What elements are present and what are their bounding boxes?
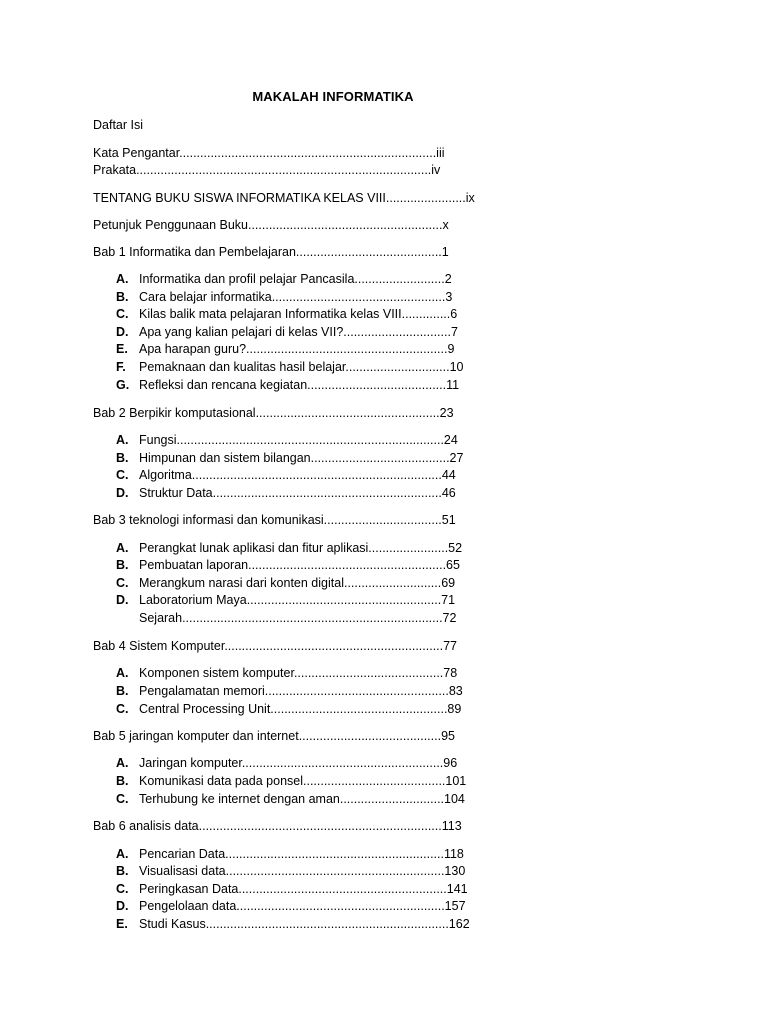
item-letter: G. — [116, 378, 130, 392]
item-letter: D. — [116, 325, 129, 339]
item-text: Pembuatan laporan.........................................................65 — [139, 558, 460, 572]
item-text: Central Processing Unit...................................................89 — [139, 702, 462, 716]
toc-item — [116, 557, 460, 573]
item-letter: D. — [116, 899, 129, 913]
toc-item — [116, 755, 457, 771]
item-letter: C. — [116, 576, 129, 590]
item-letter: A. — [116, 433, 129, 447]
toc-item — [116, 881, 468, 897]
item-text: Apa yang kalian pelajari di kelas VII?...............................7 — [139, 325, 458, 339]
item-text: Pengelolaan data............................................................157 — [139, 899, 466, 913]
chapter-heading-bab-1: Bab 1 Informatika dan Pembelajaran..........................................1 — [93, 245, 449, 259]
item-letter: B. — [116, 774, 129, 788]
toc-entry-petunjuk: Petunjuk Penggunaan Buku........................................................x — [93, 218, 449, 232]
item-text: Pencarian Data...............................................................118 — [139, 847, 464, 861]
toc-item — [116, 467, 456, 483]
toc-entry-tentang-buku: TENTANG BUKU SISWA INFORMATIKA KELAS VIII.......................ix — [93, 191, 475, 205]
item-letter: A. — [116, 666, 129, 680]
toc-item — [116, 359, 463, 375]
item-letter: B. — [116, 290, 129, 304]
item-text: Peringkasan Data............................................................141 — [139, 882, 468, 896]
item-text: Merangkum narasi dari konten digital............................69 — [139, 576, 456, 590]
item-letter: D. — [116, 593, 129, 607]
item-text: Terhubung ke internet dengan aman..............................104 — [139, 792, 465, 806]
toc-item — [116, 324, 458, 340]
toc-item — [116, 377, 459, 393]
item-text: Cara belajar informatika..................................................3 — [139, 290, 453, 304]
toc-item — [116, 432, 458, 448]
item-text: Perangkat lunak aplikasi dan fitur aplikasi.......................52 — [139, 541, 463, 555]
item-letter: E. — [116, 917, 128, 931]
toc-entry-prakata: Prakata.....................................................................................iv — [93, 163, 441, 177]
item-text: Pemaknaan dan kualitas hasil belajar..............................10 — [139, 360, 464, 374]
item-text: Studi Kasus......................................................................162 — [139, 917, 470, 931]
item-letter: C. — [116, 702, 129, 716]
page-title: MAKALAH INFORMATIKA — [252, 89, 414, 104]
item-letter: F. — [116, 360, 126, 374]
item-text: Refleksi dan rencana kegiatan........................................11 — [139, 378, 460, 392]
item-text: Komunikasi data pada ponsel.........................................101 — [139, 774, 467, 788]
chapter-heading-bab-5: Bab 5 jaringan komputer dan internet.........................................95 — [93, 729, 455, 743]
toc-item — [116, 540, 462, 556]
toc-item — [116, 289, 452, 305]
item-letter: B. — [116, 558, 129, 572]
toc-item — [116, 341, 454, 357]
item-letter: C. — [116, 882, 129, 896]
toc-item — [116, 665, 457, 681]
toc-item — [116, 271, 452, 287]
chapter-heading-bab-4: Bab 4 Sistem Komputer...............................................................77 — [93, 639, 458, 653]
item-letter: B. — [116, 684, 129, 698]
item-text: Pengalamatan memori.....................................................83 — [139, 684, 463, 698]
toc-item — [116, 683, 463, 699]
toc-item — [116, 701, 461, 717]
item-text: Kilas balik mata pelajaran Informatika kelas VIII..............6 — [139, 307, 458, 321]
toc-item — [116, 575, 455, 591]
item-letter: C. — [116, 307, 129, 321]
item-letter: A. — [116, 847, 129, 861]
item-letter: A. — [116, 541, 129, 555]
chapter-heading-bab-3: Bab 3 teknologi informasi dan komunikasi..................................51 — [93, 513, 456, 527]
item-letter: D. — [116, 486, 129, 500]
toc-entry-kata-pengantar: Kata Pengantar..........................................................................iii — [93, 146, 445, 160]
item-text: Informatika dan profil pelajar Pancasila..........................2 — [139, 272, 452, 286]
item-text: Visualisasi data...............................................................130 — [139, 864, 466, 878]
item-letter: A. — [116, 756, 129, 770]
item-text: Fungsi.............................................................................24 — [139, 433, 458, 447]
item-text: Himpunan dan sistem bilangan........................................27 — [139, 451, 464, 465]
toc-item — [116, 592, 455, 608]
item-letter: E. — [116, 342, 128, 356]
chapter-heading-bab-6: Bab 6 analisis data......................................................................113 — [93, 819, 462, 833]
item-text: Laboratorium Maya........................................................71 — [139, 593, 456, 607]
item-letter: B. — [116, 864, 129, 878]
item-letter: A. — [116, 272, 129, 286]
toc-item — [116, 863, 465, 879]
item-text: Sejarah...........................................................................72 — [139, 611, 457, 625]
item-letter: C. — [116, 468, 129, 482]
item-letter: C. — [116, 792, 129, 806]
item-text: Jaringan komputer..........................................................96 — [139, 756, 458, 770]
toc-item — [116, 773, 466, 789]
item-text: Komponen sistem komputer...........................................78 — [139, 666, 458, 680]
toc-item — [116, 846, 464, 862]
toc-item — [116, 916, 470, 932]
item-text: Algoritma........................................................................44 — [139, 468, 456, 482]
toc-item — [116, 898, 466, 914]
toc-item — [116, 485, 456, 501]
item-text: Struktur Data..................................................................46 — [139, 486, 456, 500]
toc-item — [116, 306, 457, 322]
chapter-heading-bab-2: Bab 2 Berpikir komputasional.....................................................23 — [93, 406, 454, 420]
toc-heading: Daftar Isi — [93, 118, 144, 132]
toc-item — [116, 791, 465, 807]
toc-item — [116, 610, 456, 626]
item-text: Apa harapan guru?..........................................................9 — [139, 342, 455, 356]
toc-item — [116, 450, 463, 466]
item-letter: B. — [116, 451, 129, 465]
